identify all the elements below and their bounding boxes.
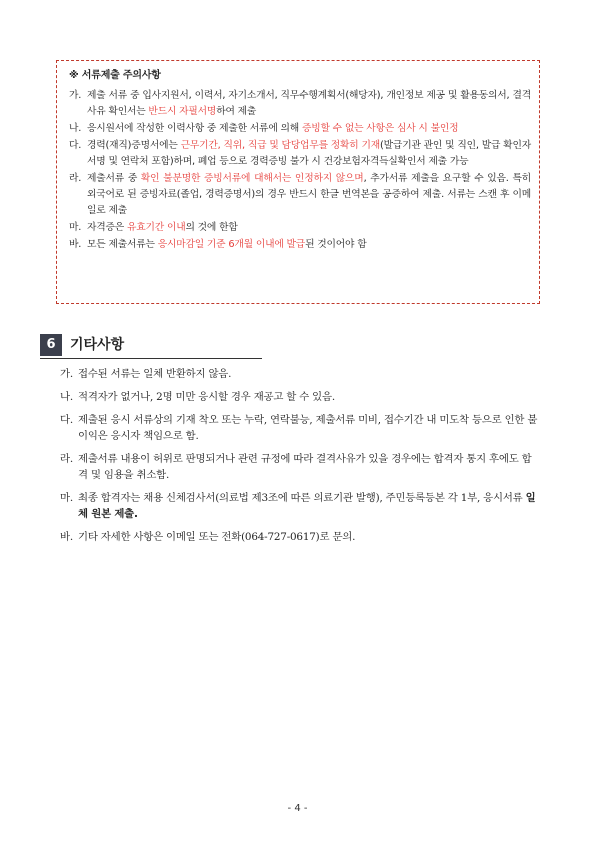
list-item: [60, 529, 538, 545]
page-number: - 4 -: [287, 803, 308, 814]
item-marker: 라.: [69, 173, 82, 184]
item-marker: 라.: [60, 453, 73, 465]
item-text: [78, 529, 538, 545]
item-text: [78, 490, 538, 522]
section-number: 6: [40, 334, 62, 356]
item-marker: 바.: [69, 239, 82, 250]
highlight-text: 응시마감일 기준 6개월 이내에 발급: [157, 239, 306, 250]
text-segment: 제출된 응시 서류상의 기재 착오 또는 누락, 연락불능, 제출서류 미비, 접수기간 내 미도착 등으로 인한 불이익은 응시자 책임으로 함.: [78, 414, 538, 442]
notice-list: [69, 88, 531, 253]
text-segment: 모든 제출서류는: [87, 239, 158, 250]
item-text: [78, 366, 538, 382]
text-segment: 응시원서에 작성한 이력사항 중 제출한 서류에 의해: [87, 123, 302, 134]
list-item: [69, 121, 531, 137]
item-marker: 가.: [60, 368, 73, 380]
item-text: [87, 237, 531, 253]
text-segment: 하여 제출: [216, 106, 257, 117]
highlight-text: 증빙할 수 없는 사항은 심사 시 불인정: [301, 123, 459, 134]
text-segment: 경력(재직)증명서에는: [87, 140, 181, 151]
text-segment: 적격자가 없거나, 2명 미만 응시할 경우 재공고 할 수 있음.: [78, 391, 335, 403]
text-segment: 최종 합격자는 채용 신체검사서(의료법 제3조에 따른 의료기관 발행), 주민등록등본 각 1부, 응시서류: [78, 492, 526, 504]
text-segment: 제출 서류 중 입사지원서, 이력서, 자기소개서, 직무수행계획서(해당자), 개인정보 제공 및 활용동의서, 결격사유 확인서는: [87, 90, 531, 117]
highlight-text: 확인 불분명한 증빙서류에 대해서는 인정하지 않으며: [140, 173, 364, 184]
text-segment: 제출서류 중: [87, 173, 141, 184]
section-title: 기타사항: [70, 337, 125, 353]
item-marker: 마.: [60, 492, 73, 504]
list-item: [60, 389, 538, 405]
misc-list: [60, 366, 538, 552]
text-segment: 의 것에 한함: [185, 222, 238, 233]
bold-text: 일체 원본 제출.: [78, 492, 536, 520]
item-marker: 나.: [60, 391, 73, 403]
highlight-text: 근무기간, 직위, 직급 및 담당업무를 정확히 기재: [180, 140, 381, 151]
item-text: [78, 389, 538, 405]
text-segment: 기타 자세한 사항은 이메일 또는 전화(064-727-0617)로 문의.: [78, 531, 356, 543]
list-item: [69, 88, 531, 120]
list-item: [60, 490, 538, 522]
list-item: [69, 138, 531, 170]
text-segment: (발급기관 관인 및 직인, 발급 확인자 서명 및 연락처 포함)하며, 폐업 등으로 경력증빙 불가 시 건강보험자격득실확인서 제출 가능: [87, 140, 531, 167]
list-item: [60, 412, 538, 444]
item-marker: 다.: [69, 140, 82, 151]
text-segment: 자격증은: [87, 222, 127, 233]
notice-box: [56, 60, 540, 304]
item-text: [78, 451, 538, 483]
highlight-text: 유효기간 이내: [126, 222, 186, 233]
item-marker: 나.: [69, 123, 82, 134]
item-text: [87, 138, 531, 170]
item-marker: 마.: [69, 222, 82, 233]
list-item: [69, 220, 531, 236]
item-marker: 가.: [69, 90, 82, 101]
item-text: [87, 121, 531, 137]
list-item: [60, 366, 538, 382]
text-segment: 접수된 서류는 일체 반환하지 않음.: [78, 368, 232, 380]
item-text: [78, 412, 538, 444]
section-header: [40, 334, 262, 359]
item-marker: 바.: [60, 531, 73, 543]
text-segment: 제출서류 내용이 허위로 판명되거나 관련 규정에 따라 결격사유가 있을 경우에는 합격자 통지 후에도 합격 및 임용을 취소함.: [78, 453, 532, 481]
list-item: [69, 171, 531, 219]
text-segment: 된 것이어야 함: [305, 239, 367, 250]
item-text: [87, 171, 531, 219]
notice-title: ※ 서류제출 주의사항: [69, 70, 161, 81]
item-text: [87, 220, 531, 236]
item-text: [87, 88, 531, 120]
highlight-text: 반드시 자필서명: [148, 106, 217, 117]
list-item: [69, 237, 531, 253]
list-item: [60, 451, 538, 483]
item-marker: 다.: [60, 414, 73, 426]
text-segment: , 추가서류 제출을 요구할 수 있음. 특히 외국어로 된 증빙자료(졸업, 경력증명서)의 경우 반드시 한글 번역본을 공증하여 제출. 서류는 스캔 후 이메일로 제출: [87, 173, 531, 216]
